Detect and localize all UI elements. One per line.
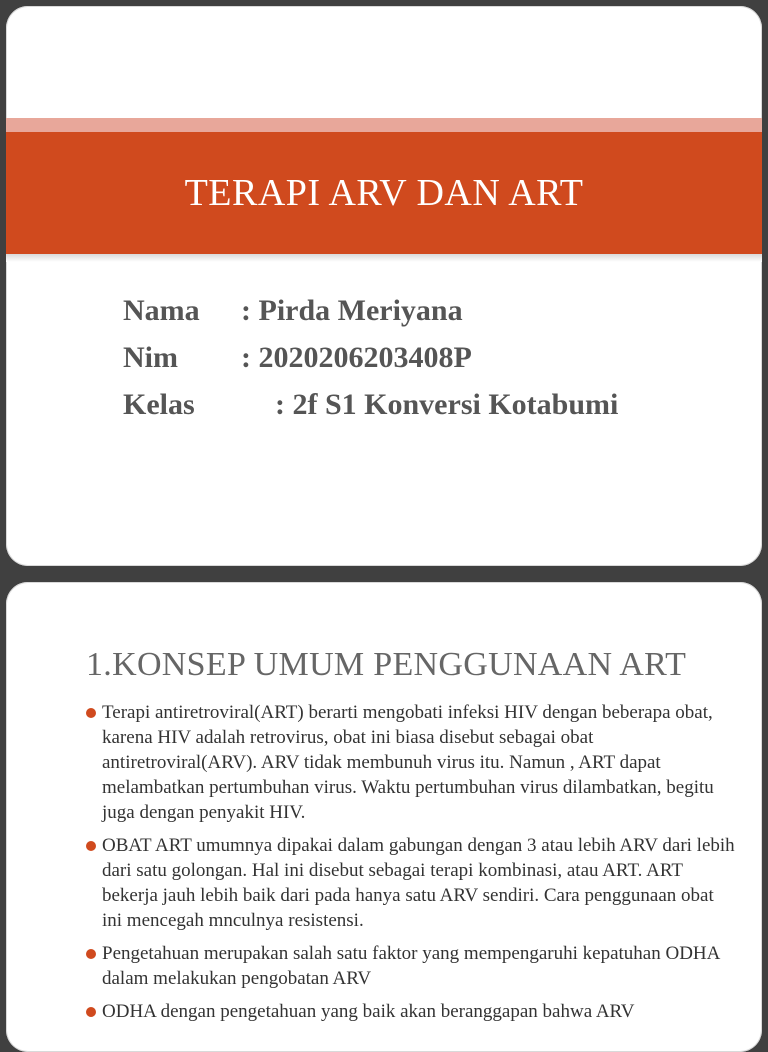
info-label-nim: Nim bbox=[123, 341, 178, 374]
info-value-nim: : 2020206203408P bbox=[241, 341, 472, 374]
info-row-kelas bbox=[123, 388, 618, 435]
info-value-nama: : Pirda Meriyana bbox=[241, 294, 463, 327]
bullet-item bbox=[86, 941, 736, 991]
bullet-text: ODHA dengan pengetahuan yang baik akan beranggapan bahwa ARV bbox=[102, 1001, 635, 1022]
info-label-nama: Nama bbox=[123, 294, 200, 327]
title-band bbox=[6, 132, 762, 254]
title-slide bbox=[6, 6, 762, 566]
bullet-text: Terapi antiretroviral(ART) berarti mengobati infeksi HIV dengan beberapa obat, karena HIV adalah retrovirus, obat ini biasa disebut sebagai obat antiretroviral(ARV). ARV tidak membunuh virus itu. Namun , ART dapat melambatkan pertumbuhan virus. Waktu pertumbuhan virus dilambatkan, begitu juga dengan penyakit HIV. bbox=[102, 702, 714, 823]
bullet-item bbox=[86, 700, 736, 825]
bullet-dot-icon bbox=[86, 841, 96, 851]
info-row-nama bbox=[123, 294, 618, 341]
bullet-item bbox=[86, 999, 736, 1024]
bullet-item bbox=[86, 833, 736, 933]
author-info bbox=[123, 294, 618, 435]
title-band-shadow bbox=[6, 254, 762, 262]
bullet-dot-icon bbox=[86, 949, 96, 959]
info-label-kelas: Kelas bbox=[123, 388, 195, 421]
bullet-list bbox=[86, 700, 736, 1032]
content-slide bbox=[6, 582, 762, 1052]
section-heading: 1.KONSEP UMUM PENGGUNAAN ART bbox=[86, 646, 687, 683]
slide-title: TERAPI ARV DAN ART bbox=[184, 172, 584, 214]
title-band-highlight bbox=[6, 118, 762, 132]
bullet-text: OBAT ART umumnya dipakai dalam gabungan dengan 3 atau lebih ARV dari lebih dari satu golongan. Hal ini disebut sebagai terapi kombinasi, atau ART. ART bekerja jauh lebih baik dari pada hanya satu ARV sendiri. Cara penggunaan obat ini mencegah mnculnya resistensi. bbox=[102, 835, 735, 931]
bullet-text: Pengetahuan merupakan salah satu faktor yang mempengaruhi kepatuhan ODHA dalam melakukan pengobatan ARV bbox=[102, 943, 720, 989]
info-value-kelas: : 2f S1 Konversi Kotabumi bbox=[275, 388, 619, 421]
info-row-nim bbox=[123, 341, 618, 388]
bullet-dot-icon bbox=[86, 708, 96, 718]
bullet-dot-icon bbox=[86, 1007, 96, 1017]
